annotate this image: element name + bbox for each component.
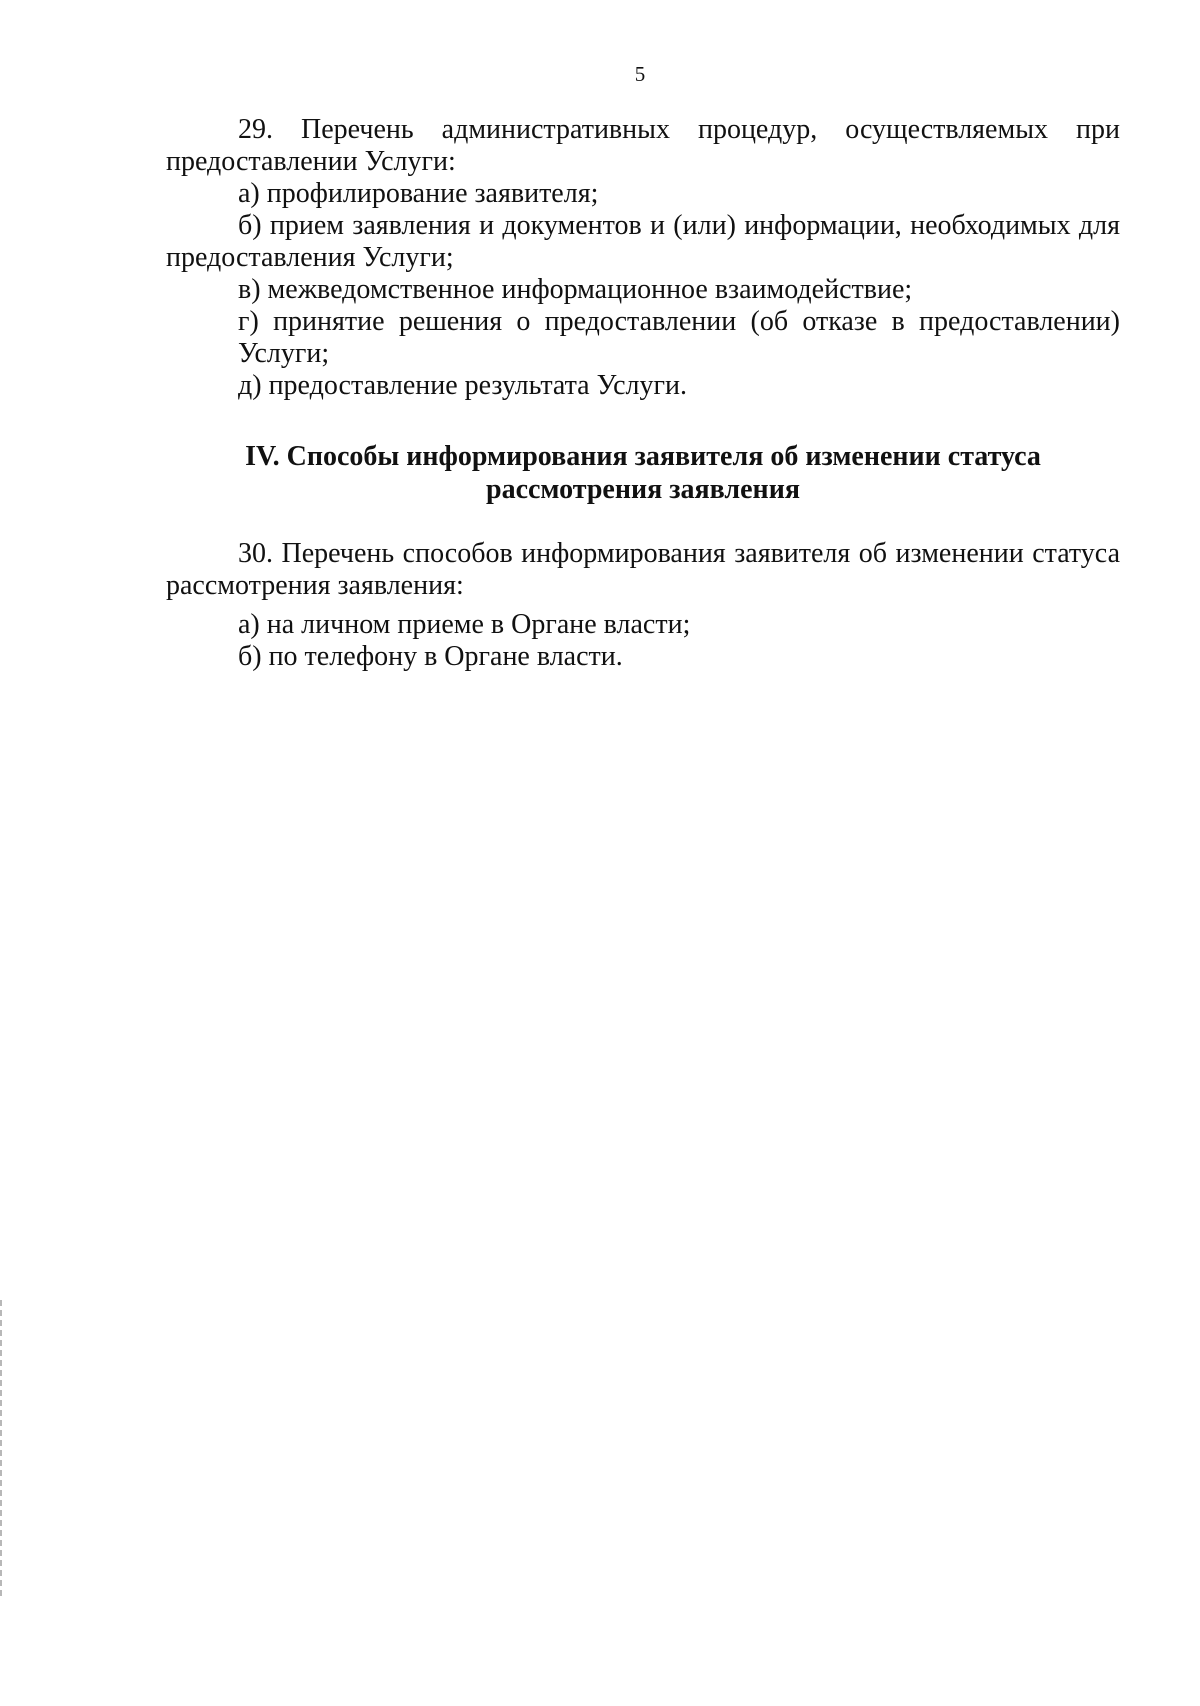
item-30-a: а) на личном приеме в Органе власти;	[238, 609, 691, 640]
item-29-block	[166, 114, 1120, 402]
item-29-intro: 29. Перечень административных процедур, осуществляемых при предоставлении Услуги:	[166, 114, 1120, 177]
page-number: 5	[634, 62, 646, 86]
item-29-d: г) принятие решения о предоставлении (об отказе в предоставлении) Услуги;	[238, 306, 1120, 369]
item-30-intro: 30. Перечень способов информирования заявителя об изменении статуса рассмотрения заявления:	[166, 538, 1120, 601]
item-29-e: д) предоставление результата Услуги.	[238, 370, 687, 401]
item-30-b: б) по телефону в Органе власти.	[238, 641, 623, 672]
scan-edge-mark	[0, 1300, 2, 1600]
paragraph-gap	[166, 602, 1120, 609]
section-4-heading-line2: рассмотрения заявления	[486, 474, 800, 505]
item-29-b: б) прием заявления и документов и (или) информации, необходимых для предоставления Услуги;	[166, 210, 1120, 273]
item-29-c: в) межведомственное информационное взаимодействие;	[238, 274, 913, 305]
item-30-block	[166, 538, 1120, 673]
section-4-heading-line1: IV. Способы информирования заявителя об изменении статуса	[245, 441, 1041, 472]
item-29-a: а) профилирование заявителя;	[238, 178, 599, 209]
section-4-heading	[166, 440, 1120, 506]
